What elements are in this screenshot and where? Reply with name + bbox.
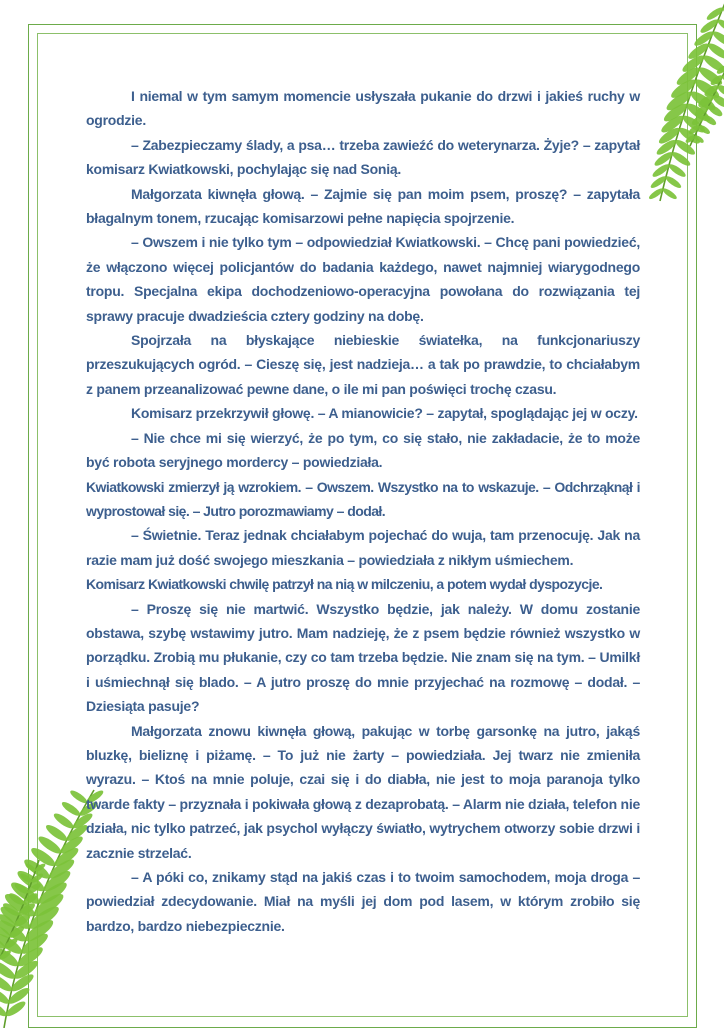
paragraph: Spojrzała na błyskające niebieskie światełka, na funkcjonariuszy przeszukujących ogród. – Cieszę się, jest nadzieja… a tak po prawdzie, to chciałabym z panem przeanalizować pewne dane, o ile mi pan poświęci trochę czasu. [86, 332, 640, 397]
paragraph: – A póki co, znikamy stąd na jakiś czas i to twoim samochodem, moja droga – powiedział zdecydowanie. Miał na myśli jej dom pod lasem, w którym zrobiło się bardzo, bardzo niebezpiecznie. [86, 869, 640, 934]
paragraph: Małgorzata kiwnęła głową. – Zajmie się pan moim psem, proszę? – zapytała błagalnym tonem, rzucając komisarzowi pełne napięcia spojrzenie. [86, 185, 640, 227]
paragraph: I niemal w tym samym momencie usłyszała pukanie do drzwi i jakieś ruchy w ogrodzie. [86, 88, 640, 129]
paragraph: Kwiatkowski zmierzył ją wzrokiem. – Owszem. Wszystko na to wskazuje. – Odchrząknął i wyprostował się. – Jutro porozmawiamy – dodał. [86, 478, 640, 519]
paragraph: Komisarz przekrzywił głowę. – A mianowicie? – zapytał, spoglądając jej w oczy. [131, 405, 638, 422]
paragraph: – Świetnie. Teraz jednak chciałabym pojechać do wuja, tam przenocuję. Jak na razie mam już dość swojego mieszkania – powiedziała z nikłym uśmiechem. [86, 527, 640, 568]
story-text [86, 84, 640, 938]
paragraph: – Proszę się nie martwić. Wszystko będzie, jak należy. W domu zostanie obstawa, szybę wstawimy jutro. Mam nadzieję, że z psem będzie również wszystko w porządku. Zrobią mu płukanie, czy co tam trzeba będzie. Nie znam się na tym. – Umilkł i uśmiechnął się blado. – A jutro proszę do mnie przyjechać na rozmowę – dodał. – Dziesiąta pasuje? [86, 600, 640, 715]
paragraph: – Nie chce mi się wierzyć, że po tym, co się stało, nie zakładacie, że to może być robota seryjnego mordercy – powiedziała. [86, 429, 640, 471]
paragraph: Komisarz Kwiatkowski chwilę patrzył na nią w milczeniu, a potem wydał dyspozycje. [86, 576, 603, 593]
paragraph: Małgorzata znowu kiwnęła głową, pakując w torbę garsonkę na jutro, jakąś bluzkę, bieliznę i piżamę. – To już nie żarty – powiedziała. Jej twarz nie zmieniła wyrazu. – Ktoś na mnie poluje, czai się i do diabła, nie jest to moja paranoja tylko twarde fakty – przyznała i pokiwała głową z dezaprobatą. – Alarm nie działa, telefon nie działa, nic tylko patrzeć, jak psychol wyłączy światło, wytrychem otworzy sobie drzwi i zacznie strzelać. [86, 722, 640, 861]
paragraph: – Owszem i nie tylko tym – odpowiedział Kwiatkowski. – Chcę pani powiedzieć, że włączono więcej policjantów do badania każdego, nawet najmniej wiarygodnego tropu. Specjalna ekipa dochodzeniowo-operacyjna powołana do rozwiązania tej sprawy pracuje dwadzieścia cztery godziny na dobę. [86, 234, 640, 324]
paragraph: – Zabezpieczamy ślady, a psa… trzeba zawieźć do weterynarza. Żyje? – zapytał komisarz Kwiatkowski, pochylając się nad Sonią. [86, 136, 640, 178]
fern-leaf-icon [640, 0, 724, 211]
